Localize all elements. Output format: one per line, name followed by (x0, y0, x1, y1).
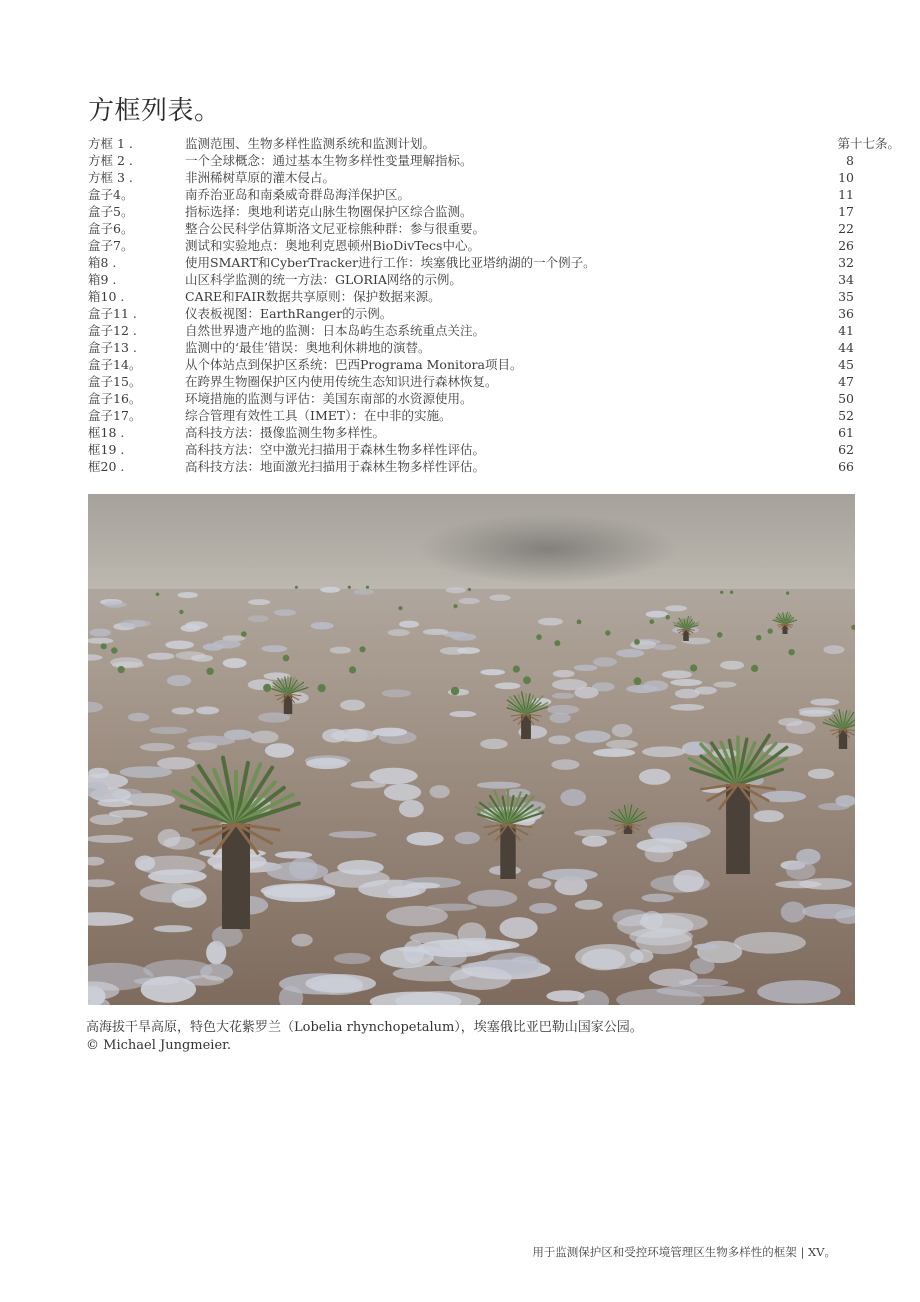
box-page-number: 50 (838, 391, 854, 406)
box-list-row (88, 152, 900, 169)
box-page-number: 62 (838, 442, 854, 457)
box-label: 盒子11 . (88, 306, 137, 321)
box-label: 盒子4。 (88, 187, 134, 202)
box-title: 南乔治亚岛和南桑威奇群岛海洋保护区。 (185, 187, 411, 202)
box-label: 盒子14。 (88, 357, 142, 372)
box-page-number: 45 (838, 357, 854, 372)
box-label: 盒子17。 (88, 408, 142, 423)
box-title: 监测中的‘最佳’错误：奥地利休耕地的演替。 (185, 340, 431, 355)
box-page-number: 34 (838, 272, 854, 287)
box-page-number: 35 (838, 289, 854, 304)
box-label: 盒子13 . (88, 340, 137, 355)
page-title: 方框列表。 (88, 96, 221, 126)
box-page-number: 17 (838, 204, 854, 219)
box-list-row (88, 237, 900, 254)
photo-caption (86, 1019, 866, 1055)
box-title: 自然世界遗产地的监测：日本岛屿生态系统重点关注。 (185, 323, 486, 338)
box-page-number: 8 (846, 153, 854, 168)
box-label: 盒子12 . (88, 323, 137, 338)
box-title: 综合管理有效性工具（IMET）：在中非的实施。 (185, 408, 452, 423)
box-page-number: 26 (838, 238, 854, 253)
box-label: 盒子6。 (88, 221, 134, 236)
box-title: 测试和实验地点：奥地利克恩顿州BioDivTecs中心。 (185, 238, 480, 253)
box-list-row (88, 135, 900, 152)
box-list-row (88, 441, 900, 458)
box-label: 盒子7。 (88, 238, 134, 253)
box-list-row (88, 220, 900, 237)
box-list-row (88, 254, 900, 271)
box-page-number: 32 (838, 255, 854, 270)
box-page-number: 66 (838, 459, 854, 474)
box-label: 盒子15。 (88, 374, 142, 389)
box-title: 从个体站点到保护区系统：巴西Programa Monitora项目。 (185, 357, 523, 372)
box-list-row (88, 458, 900, 475)
box-title: 山区科学监测的统一方法：GLORIA网络的示例。 (185, 272, 462, 287)
caption-credit: © Michael Jungmeier. (86, 1038, 232, 1053)
box-list-row (88, 407, 900, 424)
box-page-number: 44 (838, 340, 854, 355)
box-list-row (88, 322, 900, 339)
box-label: 盒子16。 (88, 391, 142, 406)
box-list-row (88, 203, 900, 220)
box-title: 高科技方法：地面激光扫描用于森林生物多样性评估。 (185, 459, 486, 474)
box-list-row (88, 356, 900, 373)
box-title: 高科技方法：摄像监测生物多样性。 (185, 425, 386, 440)
box-list-row (88, 373, 900, 390)
box-title: 非洲稀树草原的灌木侵占。 (185, 170, 336, 185)
box-label: 箱9 . (88, 272, 117, 287)
box-list-row (88, 390, 900, 407)
box-label: 框19 . (88, 442, 125, 457)
box-page-number: 11 (838, 187, 854, 202)
box-title: CARE和FAIR数据共享原则：保护数据来源。 (185, 289, 441, 304)
box-page-number: 10 (838, 170, 854, 185)
landscape-photo (88, 494, 855, 1005)
box-title: 使用SMART和CyberTracker进行工作：埃塞俄比亚塔纳湖的一个例子。 (185, 255, 596, 270)
box-list-row (88, 305, 900, 322)
page-footer: 用于监测保护区和受控环境管理区生物多样性的框架 | XV。 (532, 1245, 836, 1259)
box-list-row (88, 169, 900, 186)
box-page-number: 36 (838, 306, 854, 321)
box-label: 方框 1 . (88, 136, 133, 151)
box-list-row (88, 339, 900, 356)
box-label: 盒子5。 (88, 204, 134, 219)
box-title: 一个全球概念：通过基本生物多样性变量理解指标。 (185, 153, 473, 168)
box-page-number: 22 (838, 221, 854, 236)
box-list-row (88, 288, 900, 305)
box-title: 指标选择：奥地利诺克山脉生物圈保护区综合监测。 (185, 204, 473, 219)
box-page-number: 47 (838, 374, 854, 389)
box-title: 高科技方法：空中激光扫描用于森林生物多样性评估。 (185, 442, 486, 457)
box-page-number: 41 (838, 323, 854, 338)
box-title: 整合公民科学估算斯洛文尼亚棕熊种群：参与很重要。 (185, 221, 486, 236)
box-label: 方框 2 . (88, 153, 133, 168)
box-page-number: 第十七条。 (837, 136, 900, 151)
box-list-row (88, 424, 900, 441)
box-label: 框18 . (88, 425, 125, 440)
caption-line-1: 高海拔干旱高原，特色大花紫罗兰（Lobelia rhynchopetalum），埃塞俄比亚巴勒山国家公园。 (86, 1020, 643, 1035)
box-label: 框20 . (88, 459, 125, 474)
box-list (88, 135, 900, 475)
box-page-number: 61 (838, 425, 854, 440)
box-title: 环境措施的监测与评估：美国东南部的水资源使用。 (185, 391, 473, 406)
box-label: 方框 3 . (88, 170, 133, 185)
box-title: 监测范围、生物多样性监测系统和监测计划。 (185, 136, 436, 151)
box-page-number: 52 (838, 408, 854, 423)
box-label: 箱8 . (88, 255, 117, 270)
box-list-row (88, 186, 900, 203)
box-title: 仪表板视图：EarthRanger的示例。 (185, 306, 393, 321)
box-label: 箱10 . (88, 289, 125, 304)
box-title: 在跨界生物圈保护区内使用传统生态知识进行森林恢复。 (185, 374, 498, 389)
box-list-row (88, 271, 900, 288)
